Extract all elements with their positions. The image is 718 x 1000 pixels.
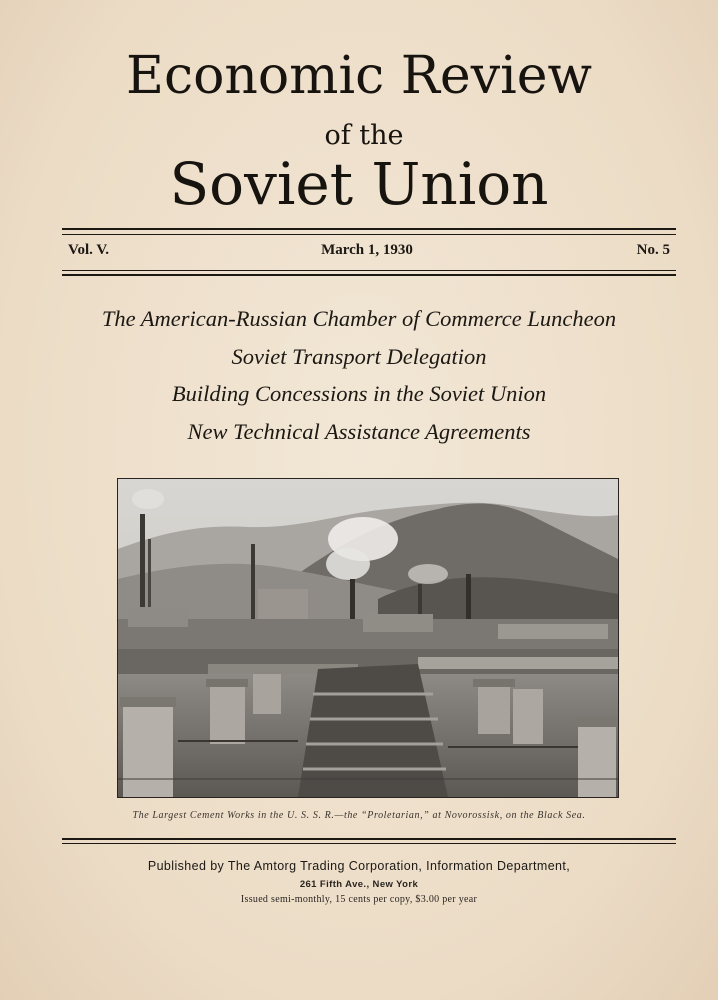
issue-date: March 1, 1930 [321, 242, 413, 258]
photo-caption: The Largest Cement Works in the U. S. S. R.—the “Proletarian,” at Novorossisk, on the Black Sea. [132, 810, 586, 821]
headline: Soviet Transport Delegation [231, 343, 487, 369]
headline: Building Concessions in the Soviet Union [171, 381, 547, 406]
volume-label: Vol. V. [68, 242, 110, 258]
divider-top [62, 228, 676, 230]
divider-mid [62, 274, 676, 276]
headline: New Technical Assistance Agreements [187, 418, 531, 444]
headline: The American-Russian Chamber of Commerce Luncheon [101, 306, 617, 331]
issue-number: No. 5 [636, 242, 670, 258]
publisher-address: 261 Fifth Ave., New York [299, 879, 419, 890]
publisher-line: Published by The Amtorg Trading Corporation, Information Department, [147, 859, 571, 873]
divider-bottom-thin [62, 843, 676, 844]
divider-mid-thin [62, 270, 676, 271]
issue-info-row [64, 242, 670, 264]
subscription-info: Issued semi-monthly, 15 cents per copy, $3.00 per year [240, 894, 478, 905]
divider-bottom [62, 838, 676, 840]
masthead-title: Economic Review [126, 46, 592, 106]
cover-photo [117, 478, 619, 798]
headline-list [0, 300, 718, 450]
masthead-subtitle: of the [324, 120, 404, 151]
cement-works-photo [118, 479, 618, 797]
divider-top-thin [62, 234, 676, 235]
masthead-title-main: Soviet Union [169, 150, 549, 218]
